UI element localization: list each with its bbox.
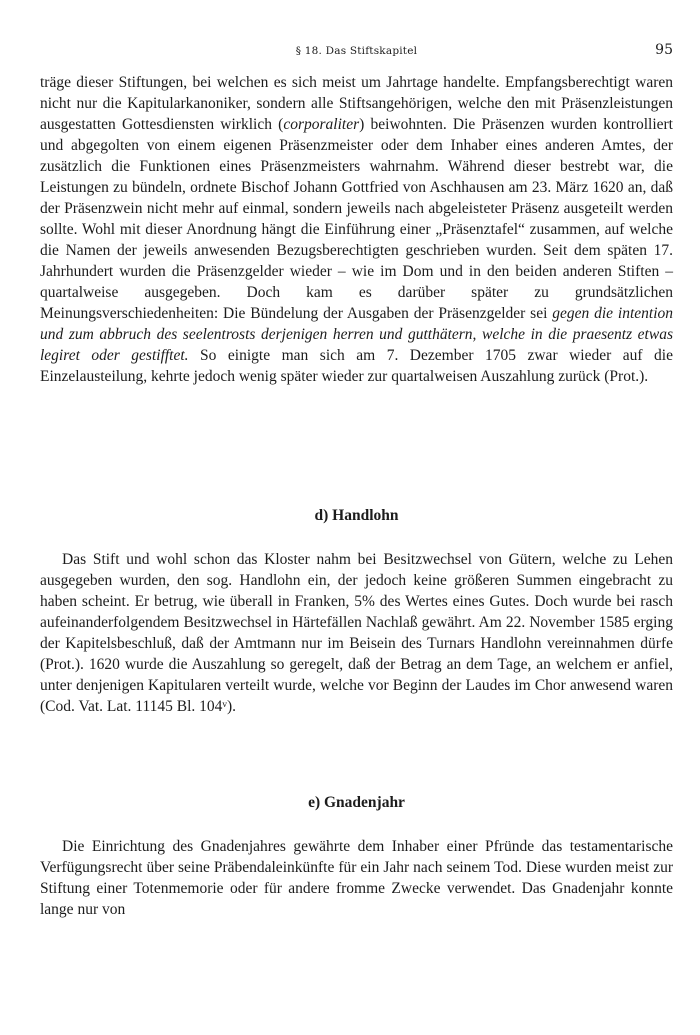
- page-header: [40, 42, 673, 62]
- text-segment: So einigte man sich am 7. Dezember 1705 zwar wieder auf die Einzelausteilung, kehrte jedoch wenig später wieder zur quartalweisen Auszahlung zurück (Prot.).: [40, 347, 673, 385]
- paragraph-handlohn: Das Stift und wohl schon das Kloster nahm bei Besitzwechsel von Gütern, welche zu Lehen ausgegeben wurden, den sog. Handlohn ein, der jedoch keine größeren Summen eingebracht zu haben scheint. Er betrug, wie überall in Franken, 5% des Wertes eines Gutes. Doch wurde bei rasch aufeinanderfolgendem Besitzwechsel in Härtefällen Nachlaß gewährt. Am 22. November 1585 erging der Kapitelsbeschluß, daß der Amtmann nur im Beisein des Turnars Handlohn vereinnahmen dürfe (Prot.). 1620 wurde die Auszahlung so geregelt, daß der Betrag an dem Tage, an welchem er anfiel, unter denjenigen Kapitularen verteilt wurde, welche vor Beginn der Laudes im Chor anwesend waren (Cod. Vat. Lat. 11145 Bl. 104ᵛ).: [40, 551, 673, 715]
- text-segment: ) beiwohnten. Die Präsenzen wurden kontrolliert und abgegolten von einem eigenen Präsenzmeister oder dem Inhaber eines anderen Amtes, der zusätzlich die Funktionen eines Präsenzmeisters wahrnahm. Während dieser bestrebt war, die Leistungen zu bündeln, ordnete Bischof Johann Gottfried von Aschhausen am 23. März 1620 an, daß der Präsenzwein nicht mehr auf einmal, sondern jeweils nach abgeleisteter Präsenz ausgeteilt werden sollte. Wohl mit dieser Anordnung hängt die Einführung einer „Präsenztafel“ zusammen, auf welche die Namen der jeweils anwesenden Bezugsberechtigten geschrieben wurden. Seit dem späten 17. Jahrhundert wurden die Präsenzgelder wieder – wie im Dom und in den beiden anderen Stiften – quartalweise ausgegeben. Doch kam es darüber später zu grundsätzlichen Meinungsverschiedenheiten: Die Bündelung der Ausgaben der Präsenzgelder sei: [40, 116, 673, 322]
- paragraph-gnadenjahr: Die Einrichtung des Gnadenjahres gewährte dem Inhaber einer Pfründe das testamentarische Verfügungsrecht über seine Präbendaleinkünfte für ein Jahr nach seinem Tod. Diese wurden meist zur Stiftung einer Totenmemorie oder für andere fromme Zwecke verwendet. Das Gnadenjahr konnte lange nur von: [40, 838, 673, 918]
- section-heading-gnadenjahr: e) Gnadenjahr: [308, 794, 405, 811]
- page-number: 95: [655, 42, 673, 58]
- text-segment: träge dieser Stiftungen, bei welchen es sich meist um Jahrtage handelte. Empfangsberechtigt waren nicht nur die Kapitularkanoniker, sondern alle Stiftsangehörigen, welche den mit Präsenzleistungen ausgestatten Gottesdiensten wirklich (: [40, 74, 673, 133]
- quotation: gegen die intention und zum abbruch des seelentrosts derjenigen herren und gutthätern, welche in die praesentz etwas legiret oder gestifftet.: [40, 305, 673, 364]
- paragraph-praesenzen: [40, 72, 673, 387]
- running-head: § 18. Das Stiftskapitel: [295, 45, 418, 57]
- latin-term: corporaliter: [283, 116, 360, 133]
- section-heading-handlohn: d) Handlohn: [314, 507, 399, 524]
